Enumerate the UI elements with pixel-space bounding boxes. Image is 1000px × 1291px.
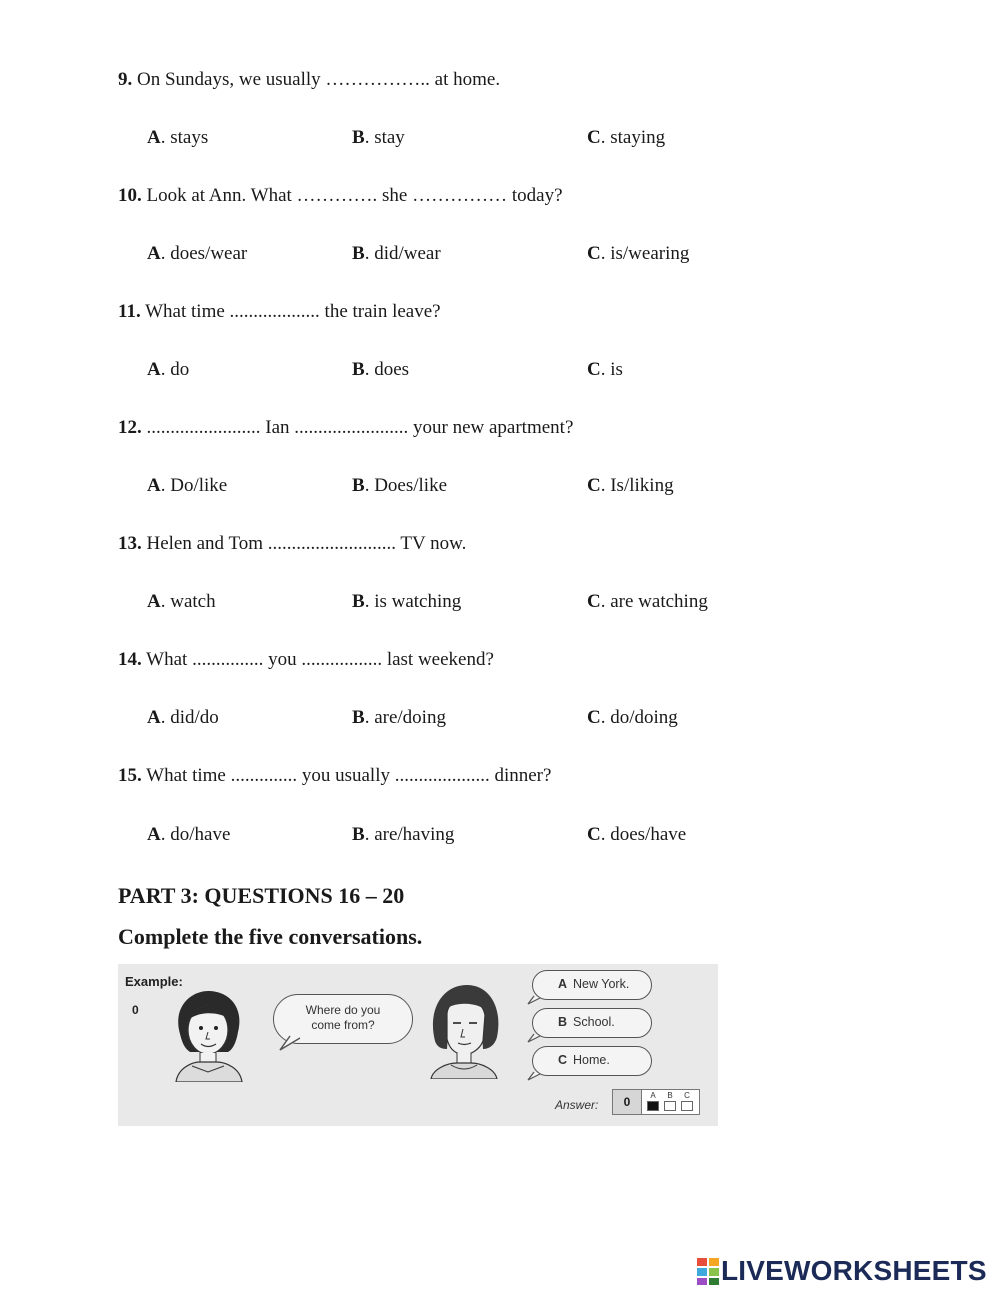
option-letter: A bbox=[147, 127, 161, 148]
option-letter: C bbox=[587, 591, 601, 612]
option-text: . does bbox=[364, 359, 410, 380]
option-letter: B bbox=[352, 707, 365, 728]
option-letter: B bbox=[352, 243, 365, 264]
example-option-letter: C bbox=[558, 1053, 568, 1067]
question-text: What time ................... the train leave? bbox=[145, 301, 441, 322]
logo-text: LIVEWORKSHEETS bbox=[721, 1255, 987, 1286]
option-text: . Do/like bbox=[160, 475, 228, 496]
option-letter: B bbox=[352, 475, 365, 496]
question-stem bbox=[118, 417, 573, 439]
option-a[interactable] bbox=[147, 359, 189, 381]
option-letter: C bbox=[587, 359, 601, 380]
option-text: . are/having bbox=[364, 824, 455, 845]
question-text: What ............... you ................. last weekend? bbox=[146, 649, 494, 670]
question-number: 10. bbox=[118, 185, 142, 206]
answer-cell-c[interactable] bbox=[681, 1101, 693, 1111]
option-letter: B bbox=[352, 591, 365, 612]
option-b[interactable] bbox=[352, 591, 461, 613]
option-text: . do/have bbox=[160, 824, 231, 845]
option-b[interactable] bbox=[352, 359, 409, 381]
option-text: . is/wearing bbox=[600, 243, 690, 264]
example-option-letter: A bbox=[558, 977, 568, 991]
question-number: 13. bbox=[118, 533, 142, 554]
example-option-c[interactable] bbox=[532, 1046, 652, 1076]
answer-grid bbox=[612, 1089, 700, 1115]
option-a[interactable] bbox=[147, 824, 230, 846]
question-stem bbox=[118, 649, 494, 671]
answer-cell-b[interactable] bbox=[664, 1101, 676, 1111]
example-option-b[interactable] bbox=[532, 1008, 652, 1038]
answer-number: 0 bbox=[613, 1090, 642, 1114]
answer-cell-a[interactable] bbox=[647, 1101, 659, 1111]
option-letter: C bbox=[587, 707, 601, 728]
example-option-a[interactable] bbox=[532, 970, 652, 1000]
option-a[interactable] bbox=[147, 591, 216, 613]
answer-col-c: C bbox=[684, 1091, 690, 1100]
option-c[interactable] bbox=[587, 359, 623, 381]
question-stem bbox=[118, 69, 500, 91]
option-text: . is bbox=[600, 359, 623, 380]
option-c[interactable] bbox=[587, 824, 686, 846]
option-a[interactable] bbox=[147, 707, 219, 729]
option-letter: B bbox=[352, 127, 365, 148]
option-text: . Does/like bbox=[364, 475, 448, 496]
question-stem bbox=[118, 301, 441, 323]
option-letter: A bbox=[147, 824, 161, 845]
example-option-text: New York. bbox=[573, 977, 630, 991]
option-c[interactable] bbox=[587, 243, 689, 265]
part3-instruction: Complete the five conversations. bbox=[118, 924, 423, 949]
option-letter: B bbox=[352, 359, 365, 380]
option-text: . does/wear bbox=[160, 243, 248, 264]
example-option-text: School. bbox=[573, 1015, 615, 1029]
option-text: . did/wear bbox=[364, 243, 441, 264]
option-letter: C bbox=[587, 475, 601, 496]
logo-blocks-icon bbox=[697, 1258, 721, 1285]
option-letter: A bbox=[147, 591, 161, 612]
speech-bubble-tail bbox=[278, 1034, 306, 1052]
option-letter: C bbox=[587, 127, 601, 148]
question-number: 11. bbox=[118, 301, 141, 322]
bubble-line-2: come from? bbox=[311, 1018, 375, 1032]
option-bubble-tails bbox=[526, 994, 546, 1084]
option-text: . do/doing bbox=[600, 707, 678, 728]
option-letter: C bbox=[587, 243, 601, 264]
answer-col-b: B bbox=[667, 1091, 673, 1100]
bubble-line-1: Where do you bbox=[305, 1003, 381, 1017]
question-number: 9. bbox=[118, 69, 133, 90]
example-label: Example: bbox=[125, 974, 183, 989]
answer-label: Answer: bbox=[555, 1098, 599, 1112]
option-text: . stay bbox=[364, 127, 405, 148]
option-text: . are watching bbox=[600, 591, 708, 612]
question-text: What time .............. you usually .................... dinner? bbox=[146, 765, 552, 786]
option-letter: A bbox=[147, 359, 161, 380]
option-letter: B bbox=[352, 824, 365, 845]
woman-portrait-right bbox=[423, 979, 507, 1079]
example-panel bbox=[118, 964, 718, 1126]
option-letter: A bbox=[147, 475, 161, 496]
option-text: . is watching bbox=[364, 591, 462, 612]
option-text: . are/doing bbox=[364, 707, 446, 728]
question-text: ........................ Ian ........................ your new apartment? bbox=[146, 417, 574, 438]
option-b[interactable] bbox=[352, 824, 454, 846]
option-c[interactable] bbox=[587, 591, 708, 613]
option-a[interactable] bbox=[147, 243, 247, 265]
option-b[interactable] bbox=[352, 243, 441, 265]
option-text: . Is/liking bbox=[600, 475, 674, 496]
example-option-text: Home. bbox=[573, 1053, 610, 1067]
option-letter: C bbox=[587, 824, 601, 845]
option-text: . does/have bbox=[600, 824, 687, 845]
example-option-letter: B bbox=[558, 1015, 568, 1029]
option-a[interactable] bbox=[147, 475, 227, 497]
option-text: . stays bbox=[160, 127, 209, 148]
option-text: . did/do bbox=[160, 707, 219, 728]
option-text: . watch bbox=[160, 591, 216, 612]
question-text: Look at Ann. What …………. she …………… today? bbox=[146, 185, 563, 206]
question-text: On Sundays, we usually …………….. at home. bbox=[137, 69, 501, 90]
option-c[interactable] bbox=[587, 127, 665, 149]
option-text: . staying bbox=[600, 127, 666, 148]
part3-heading: PART 3: QUESTIONS 16 – 20 bbox=[118, 883, 405, 908]
option-a[interactable] bbox=[147, 127, 208, 149]
option-b[interactable] bbox=[352, 127, 405, 149]
question-number: 15. bbox=[118, 765, 142, 786]
question-stem bbox=[118, 185, 563, 207]
option-text: . do bbox=[160, 359, 190, 380]
option-letter: A bbox=[147, 243, 161, 264]
answer-col-a: A bbox=[650, 1091, 656, 1100]
option-c[interactable] bbox=[587, 475, 674, 497]
option-c[interactable] bbox=[587, 707, 678, 729]
option-letter: A bbox=[147, 707, 161, 728]
question-number: 14. bbox=[118, 649, 142, 670]
example-number: 0 bbox=[132, 1003, 139, 1017]
option-b[interactable] bbox=[352, 475, 447, 497]
question-stem bbox=[118, 533, 466, 555]
question-stem bbox=[118, 765, 551, 787]
option-b[interactable] bbox=[352, 707, 446, 729]
question-number: 12. bbox=[118, 417, 142, 438]
question-text: Helen and Tom ........................... TV now. bbox=[146, 533, 467, 554]
girl-portrait-left bbox=[166, 986, 250, 1082]
